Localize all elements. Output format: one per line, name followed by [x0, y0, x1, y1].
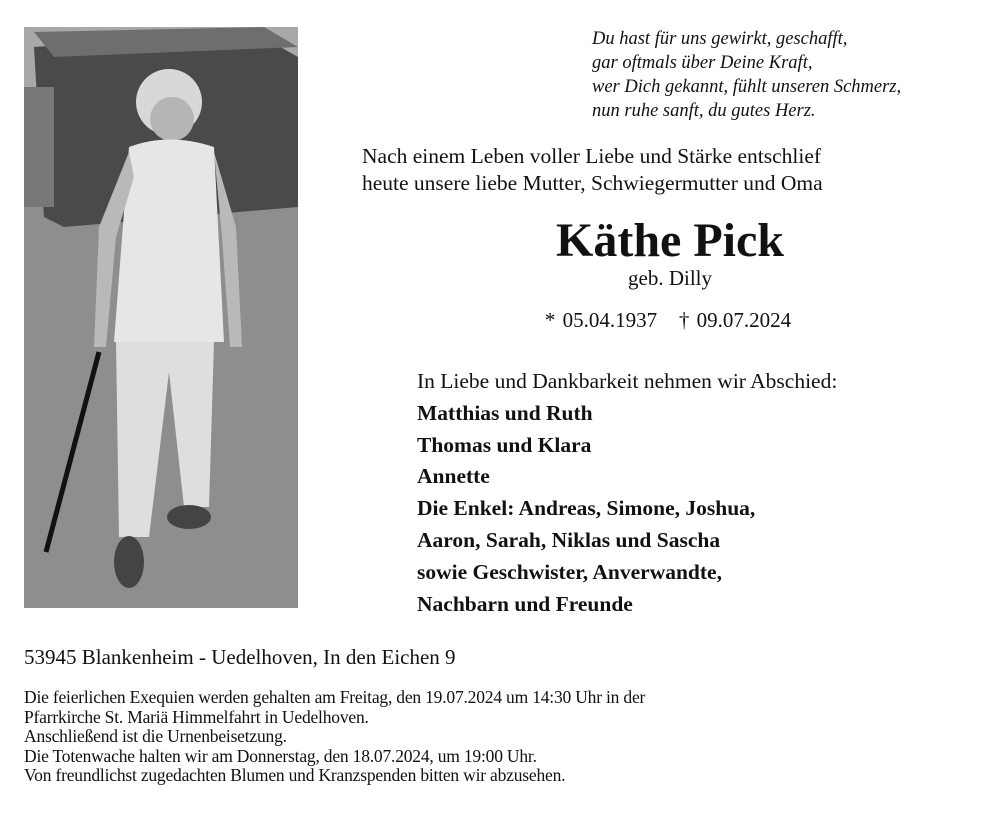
mourner: Nachbarn und Freunde	[417, 591, 633, 616]
death-date: † 09.07.2024	[678, 308, 792, 332]
mourner: Aaron, Sarah, Niklas und Sascha	[417, 527, 721, 552]
info-line: Die Totenwache halten wir am Donnerstag, den 18.07.2024, um 19:00 Uhr.	[24, 745, 537, 766]
mourner: Die Enkel: Andreas, Simone, Joshua,	[417, 496, 756, 521]
info-line: Pfarrkirche St. Mariä Himmelfahrt in Uedelhoven.	[24, 706, 369, 727]
portrait-photo	[24, 27, 298, 608]
intro-line: Nach einem Leben voller Liebe und Stärke entschlief	[362, 144, 822, 168]
poem-line: gar oftmals über Deine Kraft,	[592, 53, 813, 73]
deceased-name: Käthe Pick	[556, 214, 784, 267]
poem-line: Du hast für uns gewirkt, geschafft,	[592, 29, 848, 49]
info-line: Die feierlichen Exequien werden gehalten am Freitag, den 19.07.2024 um 14:30 Uhr in der	[24, 687, 646, 707]
birth-date: * 05.04.1937	[544, 308, 658, 332]
memorial-poem	[592, 27, 901, 123]
mourners-heading: In Liebe und Dankbarkeit nehmen wir Abschied:	[417, 369, 838, 393]
mourner: Annette	[417, 464, 490, 489]
mourner: Thomas und Klara	[417, 432, 592, 457]
intro-line: heute unsere liebe Mutter, Schwiegermutter und Oma	[362, 171, 823, 195]
poem-line: nun ruhe sanft, du gutes Herz.	[592, 101, 816, 121]
mourner: Matthias und Ruth	[417, 400, 593, 425]
maiden-name: geb. Dilly	[628, 266, 712, 290]
mourners-list	[417, 366, 837, 620]
poem-line: wer Dich gekannt, fühlt unseren Schmerz,	[592, 77, 902, 97]
funeral-info	[24, 688, 645, 786]
info-line: Von freundlichst zugedachten Blumen und Kranzspenden bitten wir abzusehen.	[24, 765, 566, 786]
portrait-illustration	[24, 27, 298, 608]
intro-text	[362, 143, 823, 197]
life-dates	[468, 308, 868, 333]
address: 53945 Blankenheim - Uedelhoven, In den Eichen 9	[24, 645, 456, 669]
mourner: sowie Geschwister, Anverwandte,	[417, 559, 722, 584]
info-line: Anschließend ist die Urnenbeisetzung.	[24, 726, 287, 747]
